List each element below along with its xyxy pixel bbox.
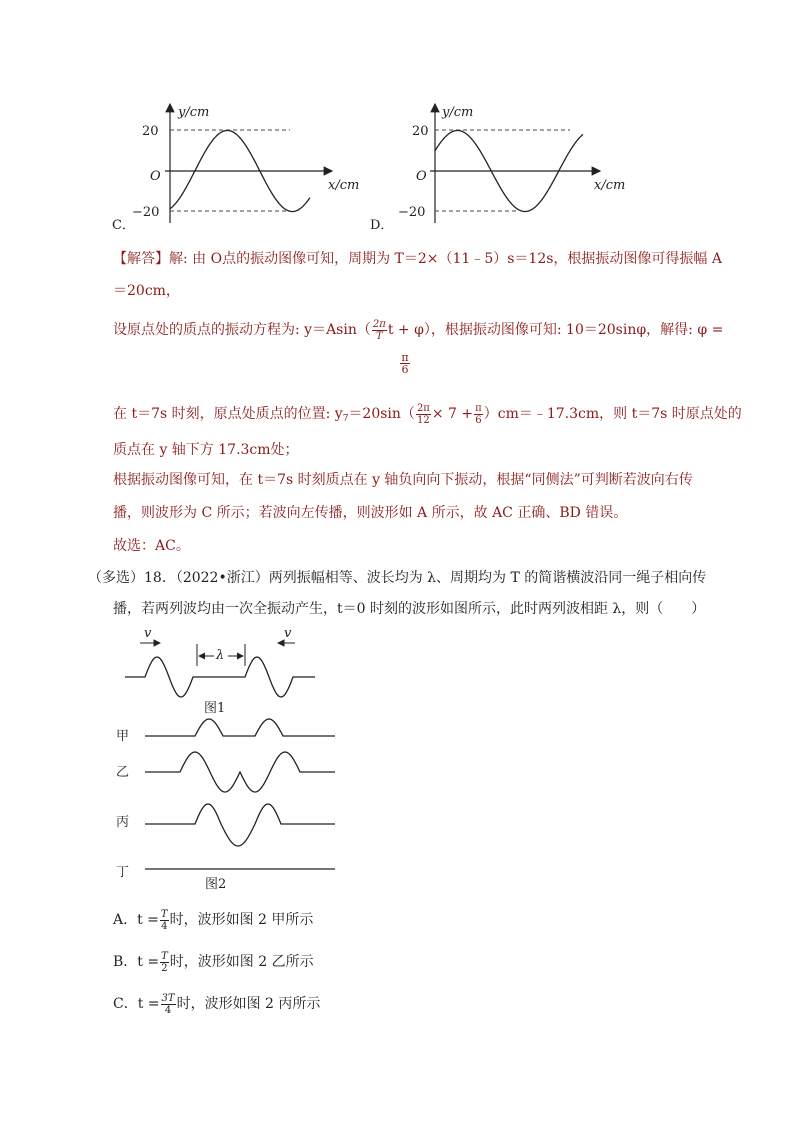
graph-d-ylabel: y/cm (442, 105, 474, 120)
f1-den: 12 (417, 414, 430, 426)
option-a-prefix: A．t = (113, 912, 159, 928)
figure-2-caption: 图2 (205, 877, 227, 892)
graph-d-y20: 20 (412, 124, 429, 139)
graph-d-svg (368, 98, 638, 238)
graph-d-option-label: D． (370, 218, 394, 233)
answer-l5-d: ）cm＝﹣17.3cm，则 t＝7s 时原点处的 (483, 406, 742, 422)
answer-phi-fraction (397, 352, 413, 375)
answer-line-5 (113, 399, 742, 434)
figure-2-row-label-bing: 丙 (116, 815, 130, 830)
answer-l5-frac2 (474, 403, 483, 426)
option-b-den: 2 (161, 962, 168, 974)
option-a[interactable] (113, 905, 313, 935)
option-a-suffix: 时，波形如图 2 甲所示 (169, 912, 314, 928)
answer-l3-fraction (372, 319, 387, 342)
answer-l5-c: × 7 + (431, 406, 474, 422)
frac-num: 2π (372, 318, 386, 330)
option-b-suffix: 时，波形如图 2 乙所示 (169, 954, 314, 970)
phi-frac (400, 352, 409, 375)
graph-c-ylabel: y/cm (178, 105, 210, 120)
figure-1-lambda: λ (216, 648, 225, 663)
answer-l5-a: 在 t＝7s 时刻，原点处质点的位置: y (113, 406, 343, 422)
graph-c-y20: 20 (142, 124, 159, 139)
answer-l3-a: 设原点处的质点的振动方程为: y＝Asin（ (113, 322, 371, 338)
graph-d-origin: O (416, 169, 427, 184)
option-b-frac (160, 951, 169, 974)
f2-den: 6 (475, 414, 482, 426)
figure-2-row-label-ding: 丁 (116, 865, 130, 880)
graph-c-svg (110, 98, 380, 238)
question-line-1: （多选）18．（2022•浙江）两列振幅相等、波长均为 λ、周期均为 T 的简谐横波沿同一绳子相向传 (88, 570, 707, 586)
figure-2-svg (110, 712, 350, 892)
phi-den: 6 (401, 363, 409, 376)
option-c-suffix: 时，波形如图 2 丙所示 (176, 996, 321, 1012)
answer-l3-b: t + φ），根据振动图像可知: 10＝20sinφ，解得: φ = (387, 322, 724, 338)
f1-num: 2π (416, 402, 430, 414)
graph-c-option-label: C． (112, 218, 135, 233)
f2-num: π (475, 402, 482, 414)
figure-1 (110, 622, 340, 722)
figure-2-row-label-yi: 乙 (116, 765, 130, 780)
frac-den: T (376, 330, 383, 342)
graph-c (110, 98, 380, 238)
option-a-frac (160, 909, 169, 932)
figure-2-wave-jia (145, 719, 335, 736)
figure-1-caption: 图1 (204, 701, 226, 716)
phi-num: π (401, 351, 409, 364)
option-c-frac (161, 993, 176, 1016)
graph-c-yneg20: −20 (132, 205, 160, 220)
option-c[interactable] (113, 989, 320, 1019)
graph-c-xlabel: x/cm (328, 178, 360, 193)
figure-2-wave-bing (145, 804, 335, 846)
graph-d-yneg20: −20 (398, 205, 426, 220)
option-b-num: T (161, 950, 168, 962)
answer-text-1: 解: 由 O点的振动图像可知，周期为 T＝2×（11﹣5）s＝12s，根据振动图像可得振幅 A (169, 251, 722, 267)
graph-c-origin: O (150, 169, 161, 184)
figure-1-wave (125, 657, 315, 697)
figure-1-v-right: v (284, 626, 292, 641)
graph-d-xlabel: x/cm (594, 178, 626, 193)
answer-l5-b: ＝20sin（ (348, 406, 415, 422)
figure-1-svg (110, 622, 340, 722)
answer-line-3 (113, 315, 723, 345)
answer-line-8: 播，则波形为 C 所示；若波向左传播，则波形如 A 所示，故 AC 正确、BD 错误。 (113, 505, 628, 521)
option-a-num: T (160, 908, 168, 920)
answer-l5-frac1 (416, 403, 431, 426)
graph-d (368, 98, 638, 238)
answer-l5-sub: 7 (342, 414, 349, 424)
option-a-den: 4 (161, 920, 168, 932)
answer-line-9: 故选：AC。 (113, 538, 190, 554)
option-c-num: 3T (161, 992, 175, 1004)
option-c-den: 4 (164, 1004, 172, 1016)
option-b[interactable] (113, 947, 314, 977)
figure-1-v-left: v (144, 626, 152, 641)
answer-tag: 【解答】 (113, 251, 169, 267)
answer-line-7: 根据振动图像可知，在 t＝7s 时刻质点在 y 轴负向向下振动，根据“同侧法”可判断若波向右传 (113, 472, 693, 488)
option-c-prefix: C．t = (113, 996, 160, 1012)
figure-2 (110, 712, 350, 892)
answer-line-2: ＝20cm， (113, 283, 180, 299)
answer-line-1 (113, 249, 722, 269)
figure-2-wave-yi (145, 752, 335, 792)
question-line-2: 播，若两列波均由一次全振动产生，t＝0 时刻的波形如图所示，此时两列波相距 λ，则（ ） (113, 601, 706, 617)
answer-line-6: 质点在 y 轴下方 17.3cm处； (113, 442, 299, 458)
figure-2-row-label-jia: 甲 (116, 729, 130, 744)
option-b-prefix: B．t = (113, 954, 160, 970)
